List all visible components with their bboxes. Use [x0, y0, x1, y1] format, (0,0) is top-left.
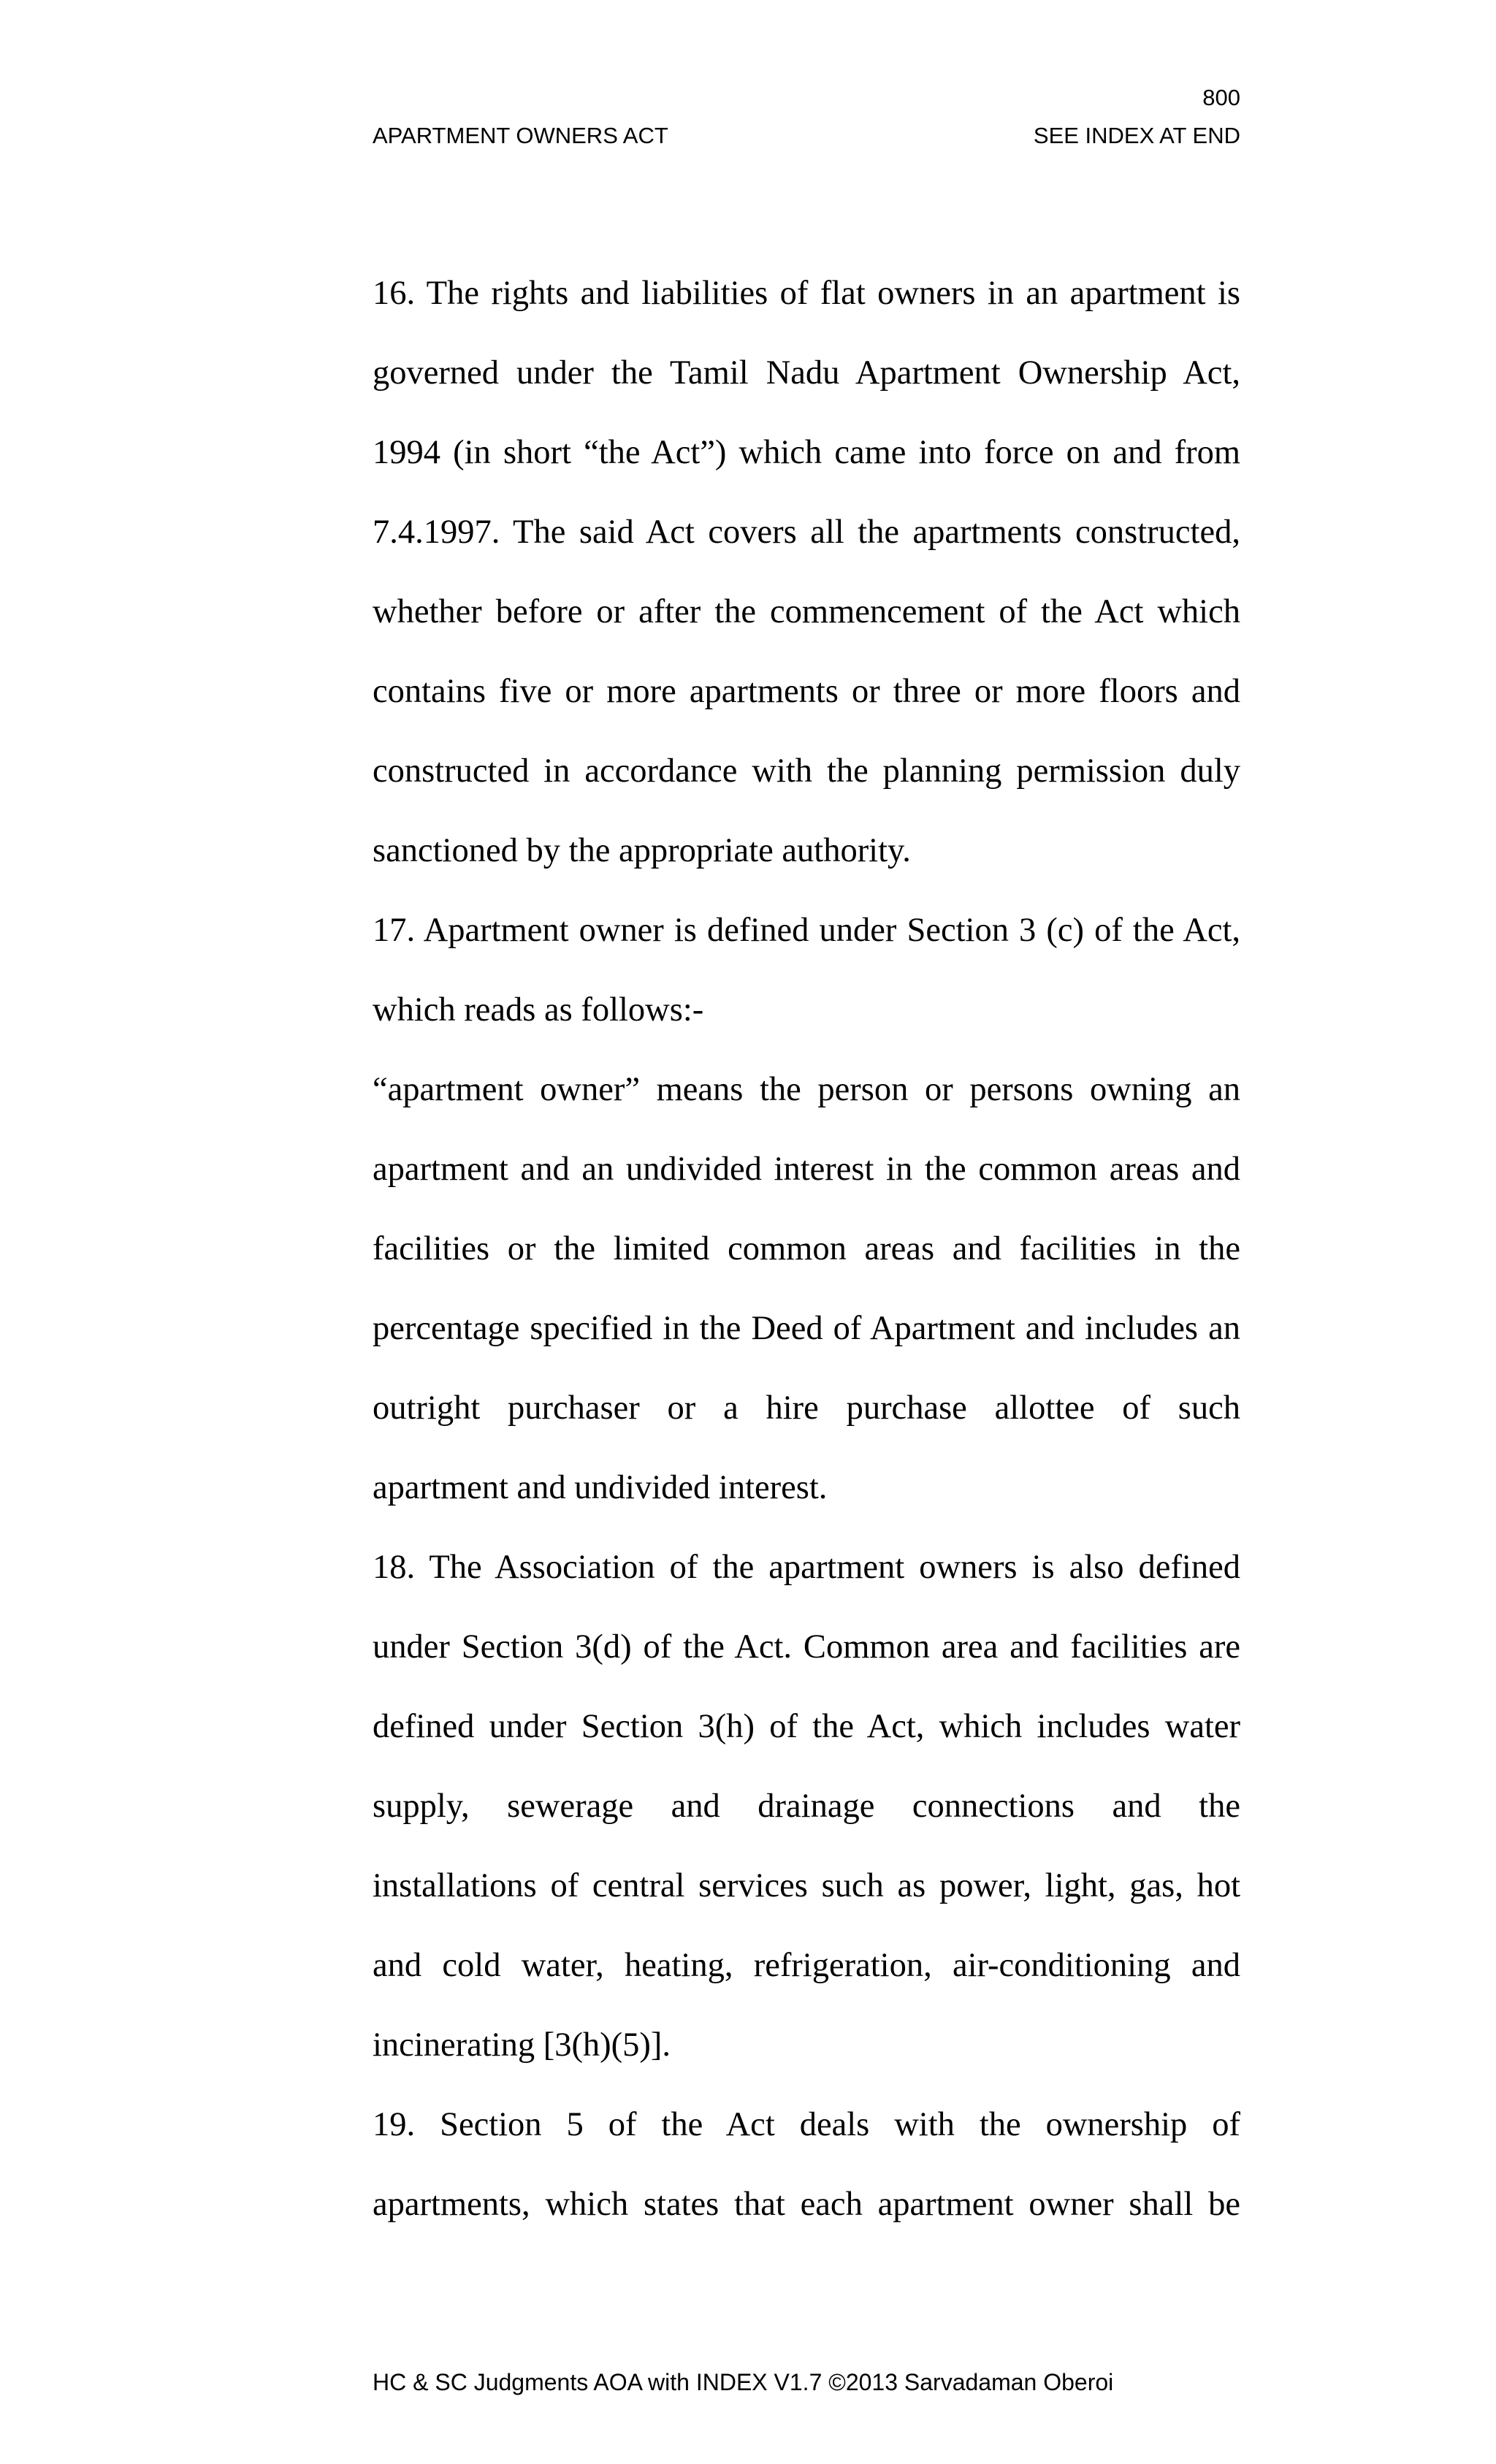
page-footer: HC & SC Judgments AOA with INDEX V1.7 ©2013 Sarvadaman Oberoi: [373, 2369, 1114, 2395]
text-line: 7.4.1997. The said Act covers all the apartments constructed,: [373, 514, 1240, 551]
text-line: under Section 3(d) of the Act. Common area and facilities are: [373, 1628, 1240, 1666]
text-line: supply, sewerage and drainage connections and the: [373, 1788, 1240, 1825]
text-line: “apartment owner” means the person or persons owning an: [373, 1071, 1240, 1108]
text-line: apartments, which states that each apartment owner shall be: [373, 2186, 1240, 2223]
text-line: defined under Section 3(h) of the Act, which includes water: [373, 1708, 1240, 1745]
text-line: installations of central services such as power, light, gas, hot: [373, 1867, 1240, 1904]
running-header-title: APARTMENT OWNERS ACT: [373, 123, 668, 148]
text-line: outright purchaser or a hire purchase allottee of such: [373, 1389, 1240, 1427]
text-line: facilities or the limited common areas and facilities in the: [373, 1230, 1240, 1267]
document-body: [373, 253, 1240, 2244]
text-line: which reads as follows:-: [373, 991, 704, 1029]
text-line: constructed in accordance with the planning permission duly: [373, 752, 1240, 790]
text-line: 1994 (in short “the Act”) which came into force on and from: [373, 434, 1240, 471]
text-line: and cold water, heating, refrigeration, air-conditioning and: [373, 1947, 1240, 1984]
running-header-index-note: SEE INDEX AT END: [1033, 123, 1240, 148]
text-line: incinerating [3(h)(5)].: [373, 2026, 671, 2064]
text-line: contains five or more apartments or three or more floors and: [373, 673, 1240, 710]
text-line: apartment and an undivided interest in the common areas and: [373, 1151, 1240, 1188]
text-line: governed under the Tamil Nadu Apartment Ownership Act,: [373, 354, 1240, 392]
text-line: percentage specified in the Deed of Apartment and includes an: [373, 1310, 1240, 1347]
page-number: 800: [1202, 85, 1240, 110]
text-line: 17. Apartment owner is defined under Section 3 (c) of the Act,: [373, 912, 1240, 949]
text-line: 16. The rights and liabilities of flat owners in an apartment is: [373, 275, 1240, 312]
text-line: apartment and undivided interest.: [373, 1469, 828, 1506]
text-line: sanctioned by the appropriate authority.: [373, 832, 911, 869]
text-line: 18. The Association of the apartment owners is also defined: [373, 1549, 1240, 1586]
text-line: whether before or after the commencement of the Act which: [373, 593, 1240, 630]
text-line: 19. Section 5 of the Act deals with the ownership of: [373, 2106, 1240, 2143]
